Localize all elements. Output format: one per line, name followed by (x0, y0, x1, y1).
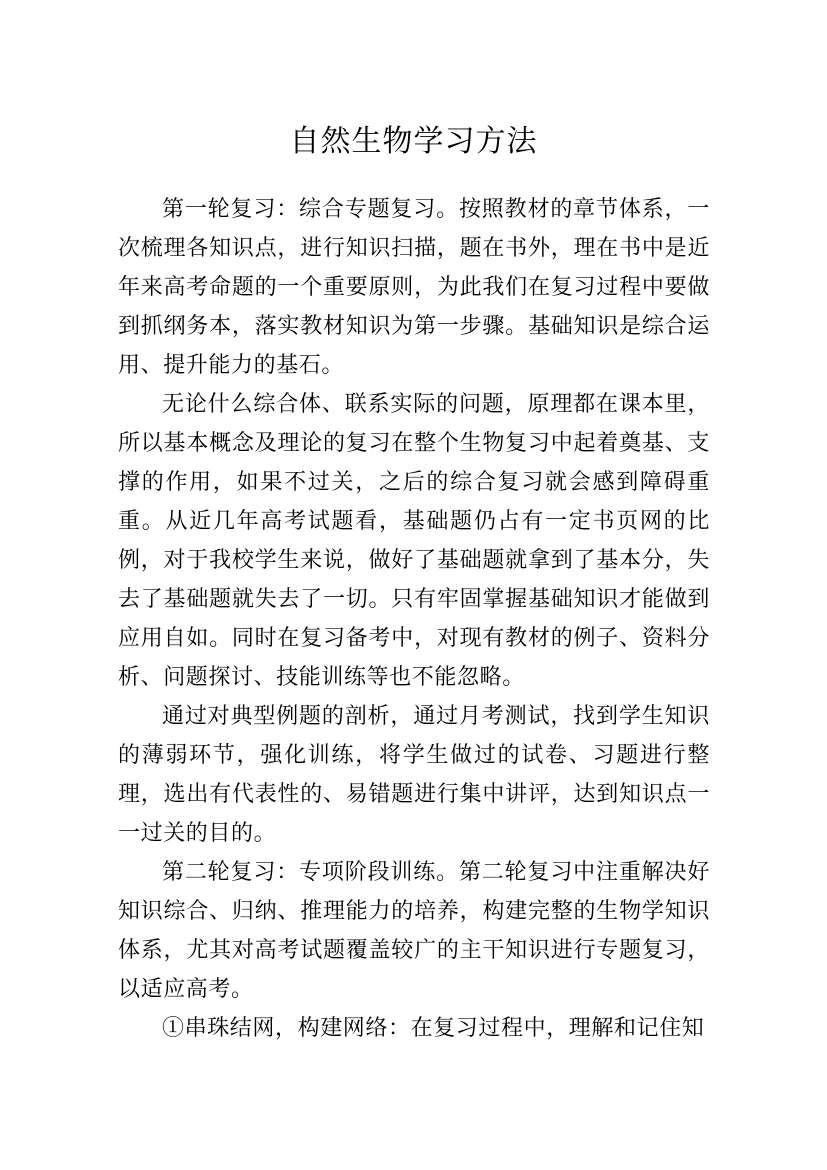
document-title: 自然生物学习方法 (289, 124, 538, 160)
paragraph-typical-examples: 通过对典型例题的剖析，通过月考测试，找到学生知识的薄弱环节，强化训练，将学生做过的试卷、习题进行整理，选出有代表性的、易错题进行集中讲评，达到知识点一一过关的目的。 (118, 704, 710, 846)
paragraph-basic-concepts: 无论什么综合体、联系实际的问题，原理都在课本里，所以基本概念及理论的复习在整个生物复习中起着奠基、支撑的作用，如果不过关，之后的综合复习就会感到障碍重重。从近几年高考试题看，基础题仍占有一定书页网的比例，对于我校学生来说，做好了基础题就拿到了基本分，失去了基础题就失去了一切。只有牢固掌握基础知识才能做到应用自如。同时在复习备考中，对现有教材的例子、资料分析、问题探讨、技能训练等也不能忽略。 (118, 392, 710, 690)
paragraph-first-review: 第一轮复习：综合专题复习。按照教材的章节体系，一次梳理各知识点，进行知识扫描，题在书外，理在书中是近年来高考命题的一个重要原则，为此我们在复习过程中要做到抓纲务本，落实教材知识为第一步骤。基础知识是综合运用、提升能力的基石。 (118, 197, 710, 378)
paragraph-knowledge-network: ①串珠结网，构建网络：在复习过程中，理解和记住知 (162, 1016, 705, 1041)
paragraph-second-review: 第二轮复习：专项阶段训练。第二轮复习中注重解决好知识综合、归纳、推理能力的培养，构建完整的生物学知识体系，尤其对高考试题覆盖较广的主干知识进行专题复习，以适应高考。 (118, 860, 710, 1002)
document-body (118, 190, 710, 1048)
